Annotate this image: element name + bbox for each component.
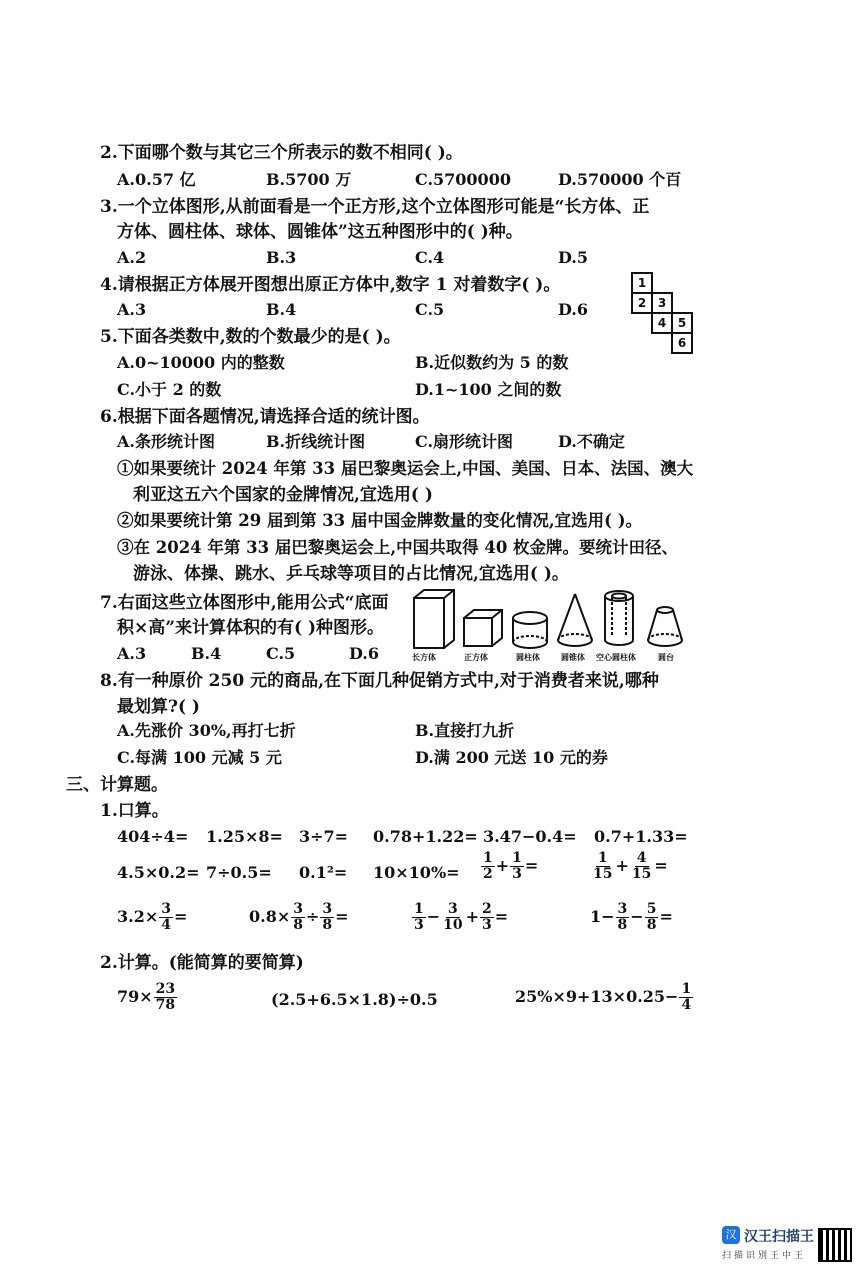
oral-4: 0.78+1.22= (373, 827, 478, 846)
hollow-cylinder-shape (605, 591, 633, 645)
label-cube: 正方体 (464, 653, 488, 662)
oral-11: $\frac{1}{2}$ + $\frac{1}{3}$ = (483, 850, 539, 882)
q5-stem: 5.下面各类数中,数的个数最少的是( )。 (100, 327, 401, 347)
q6-sub2: ②如果要统计第 29 届到第 33 届中国金牌数量的变化情况,宜选用( )。 (117, 511, 643, 530)
net-cell-1: 1 (631, 272, 653, 294)
q8-option-a: A.先涨价 30%,再打七折 (117, 721, 296, 740)
scanner-logo-icon: 汉 (722, 1226, 740, 1244)
frustum-shape (648, 607, 682, 646)
label-cone: 圆锥体 (561, 653, 585, 662)
q8-option-d: D.满 200 元送 10 元的券 (415, 748, 608, 767)
q3-stem-line1: 3.一个立体图形,从前面看是一个正方形,这个立体图形可能是“长方体、正 (100, 197, 650, 217)
q8-stem-line1: 8.有一种原价 250 元的商品,在下面几种促销方式中,对于消费者来说,哪种 (100, 671, 659, 691)
q2-option-c: C.5700000 (415, 170, 511, 189)
q5-option-d: D.1~100 之间的数 (415, 380, 562, 399)
q7-stem-line2: 积×高”来计算体积的有( )种图形。 (117, 618, 385, 638)
oral-calc-title: 1.口算。 (100, 801, 169, 821)
net-cell-2: 2 (631, 292, 653, 314)
calc-3: 25%×9+13×0.25− $\frac{1}{4}$ (515, 981, 692, 1013)
oral-2: 1.25×8= (206, 827, 283, 846)
q7-option-c: C.5 (266, 644, 296, 663)
q6-option-d: D.不确定 (558, 432, 625, 451)
q3-stem-line2: 方体、圆柱体、球体、圆锥体”这五种图形中的( )种。 (117, 222, 523, 242)
q6-option-c: C.扇形统计图 (415, 432, 514, 451)
q7-stem-line1: 7.右面这些立体图形中,能用公式“底面 (100, 593, 389, 613)
calc-2: (2.5+6.5×1.8)÷0.5 (271, 990, 438, 1009)
net-cell-5: 5 (671, 312, 693, 334)
q6-sub3-line1: ③在 2024 年第 33 届巴黎奥运会上,中国共取得 40 枚金牌。要统计田径、 (117, 538, 679, 557)
q8-stem-line2: 最划算?( ) (117, 697, 200, 717)
cuboid-shape (414, 590, 454, 648)
q6-option-b: B.折线统计图 (266, 432, 366, 451)
q3-option-a: A.2 (117, 248, 147, 267)
q4-option-b: B.4 (266, 300, 297, 319)
oral-9: 0.1²= (299, 863, 348, 882)
oral-13: 3.2× $\frac{3}{4}$ = (117, 901, 188, 933)
q2-option-d: D.570000 个百 (558, 170, 682, 189)
q4-option-d: D.6 (558, 300, 589, 319)
qr-code-icon (820, 1230, 850, 1260)
q3-option-c: C.4 (415, 248, 445, 267)
oral-14: 0.8× $\frac{3}{8}$ ÷ $\frac{3}{8}$ = (249, 901, 349, 933)
calc-1: 79× $\frac{23}{78}$ (117, 981, 176, 1013)
cone-shape (558, 594, 592, 646)
oral-5: 3.47−0.4= (483, 827, 577, 846)
q7-option-a: A.3 (117, 644, 147, 663)
label-cylinder: 圆柱体 (516, 653, 540, 662)
cube-net-figure (629, 272, 693, 352)
q2-option-b: B.5700 万 (266, 170, 352, 189)
q6-stem: 6.根据下面各题情况,请选择合适的统计图。 (100, 407, 430, 427)
q3-option-d: D.5 (558, 248, 589, 267)
q7-option-b: B.4 (191, 644, 222, 663)
q6-option-a: A.条形统计图 (117, 432, 215, 451)
q7-option-d: D.6 (349, 644, 380, 663)
label-hollow-cylinder: 空心圆柱体 (596, 653, 636, 662)
label-frustum: 圆台 (658, 653, 674, 662)
q8-option-c: C.每满 100 元减 5 元 (117, 748, 282, 767)
oral-3: 3÷7= (299, 827, 349, 846)
cylinder-shape (513, 612, 547, 648)
q4-option-a: A.3 (117, 300, 147, 319)
q3-option-b: B.3 (266, 248, 297, 267)
watermark-slogan: 扫描识别王中王 (722, 1251, 807, 1261)
q6-sub1-line1: ①如果要统计 2024 年第 33 届巴黎奥运会上,中国、美国、日本、法国、澳大 (117, 459, 694, 478)
section3-title: 三、计算题。 (66, 775, 168, 795)
q4-stem: 4.请根据正方体展开图想出原正方体中,数字 1 对着数字( )。 (100, 275, 561, 295)
cube-shape (464, 610, 502, 646)
oral-16: 1− $\frac{3}{8}$ − $\frac{5}{8}$ = (590, 901, 673, 933)
net-cell-3: 3 (651, 292, 673, 314)
oral-12: $\frac{1}{15}$ + $\frac{4}{15}$ = (593, 850, 668, 882)
net-cell-6: 6 (671, 332, 693, 354)
calc-title: 2.计算。(能简算的要简算) (100, 953, 304, 973)
oral-7: 4.5×0.2= (117, 863, 200, 882)
solid-shapes-drawing (410, 588, 692, 652)
oral-15: $\frac{1}{3}$ − $\frac{3}{10}$ + $\frac{2}{3}$ = (414, 901, 509, 933)
q5-option-a: A.0~10000 内的整数 (117, 353, 285, 372)
oral-8: 7÷0.5= (206, 863, 272, 882)
q5-option-b: B.近似数约为 5 的数 (415, 353, 569, 372)
label-cuboid: 长方体 (412, 653, 436, 662)
oral-10: 10×10%= (373, 863, 460, 882)
net-cell-4: 4 (651, 312, 673, 334)
q6-sub3-line2: 游泳、体操、跳水、乒乓球等项目的占比情况,宜选用( )。 (133, 564, 569, 584)
oral-6: 0.7+1.33= (594, 827, 688, 846)
solid-shapes-figure (410, 588, 692, 664)
watermark-brand: 汉王扫描王 (744, 1229, 814, 1245)
q2-stem: 2.下面哪个数与其它三个所表示的数不相同( )。 (100, 143, 463, 163)
scanner-watermark (722, 1226, 826, 1266)
q8-option-b: B.直接打九折 (415, 721, 515, 740)
oral-1: 404÷4= (117, 827, 189, 846)
q4-option-c: C.5 (415, 300, 445, 319)
q5-option-c: C.小于 2 的数 (117, 380, 222, 399)
q2-option-a: A.0.57 亿 (117, 170, 196, 189)
q6-sub1-line2: 利亚这五六个国家的金牌情况,宜选用( ) (133, 485, 433, 505)
